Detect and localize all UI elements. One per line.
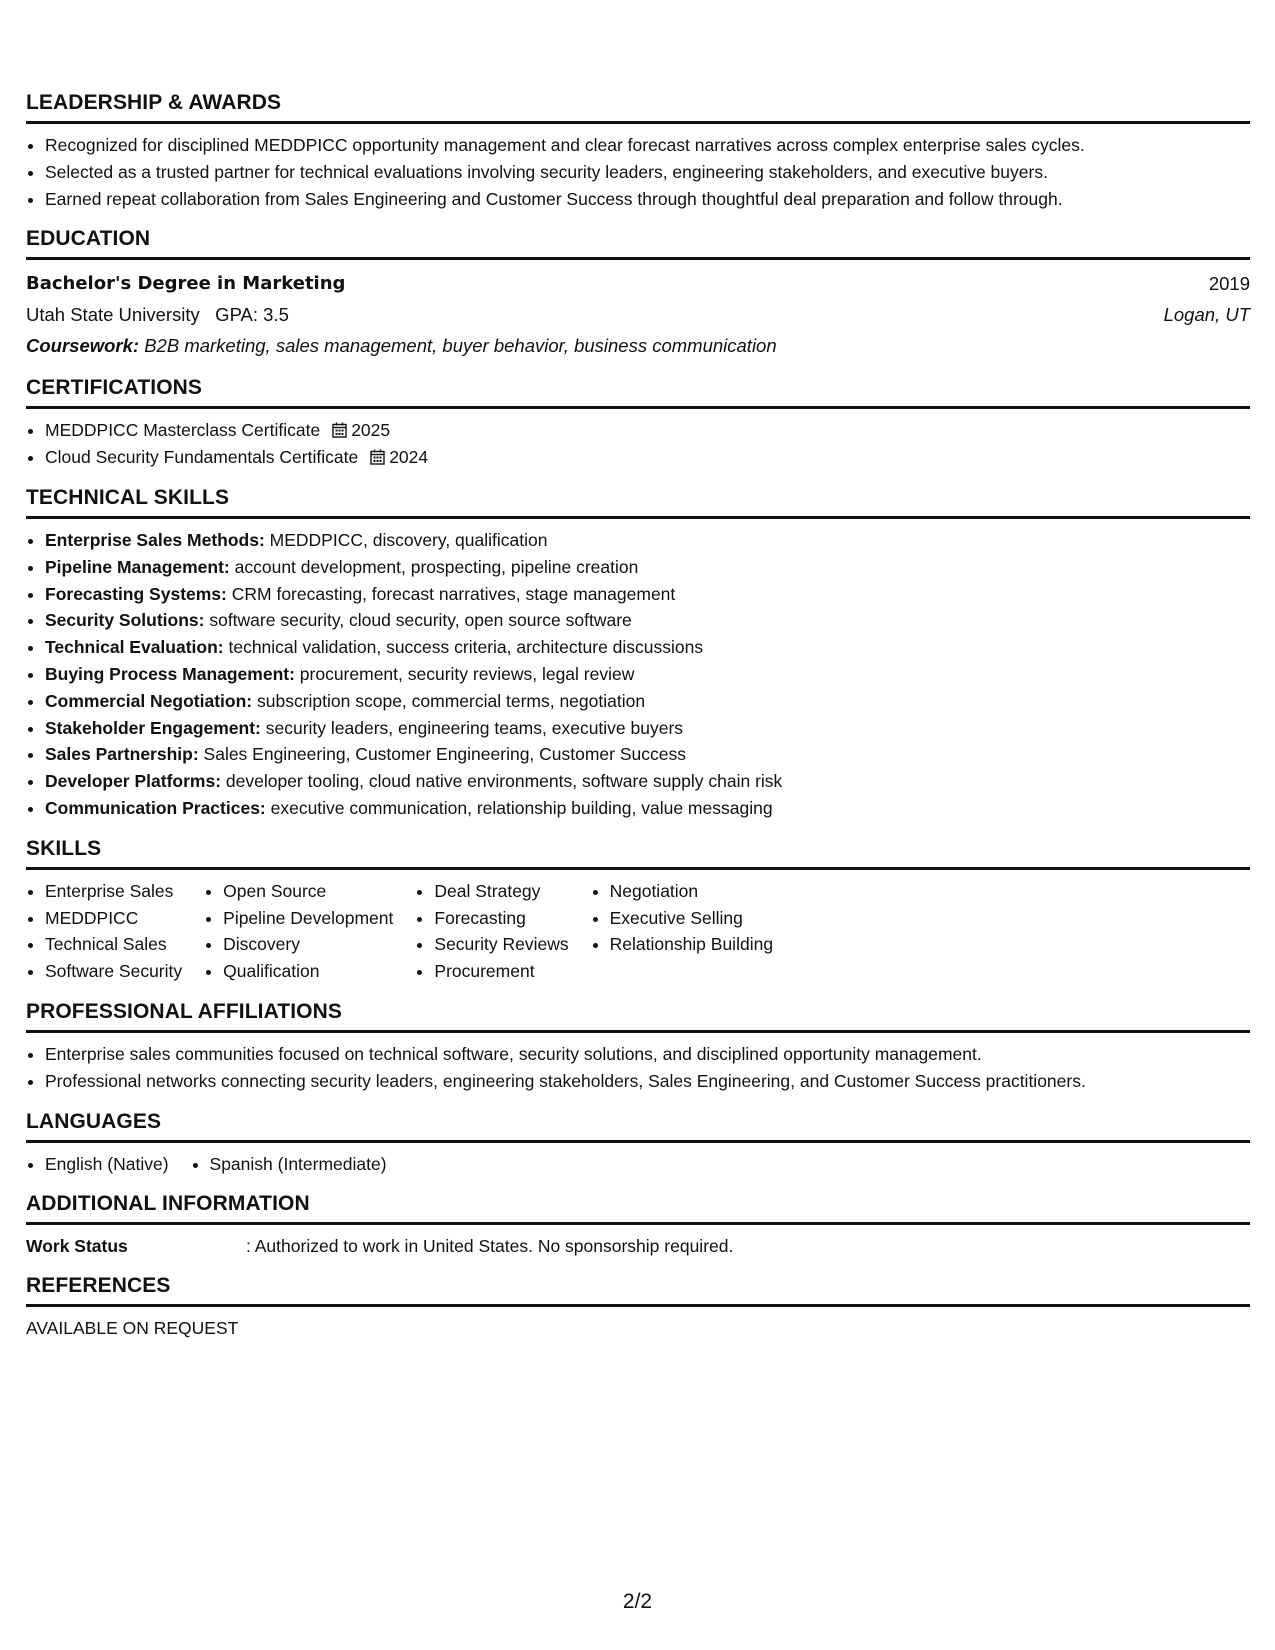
list-item: • Security Reviews — [434, 931, 568, 958]
list-item: • Discovery — [223, 931, 393, 958]
references-title: REFERENCES — [26, 1273, 1250, 1307]
references-text: AVAILABLE ON REQUEST — [26, 1318, 239, 1339]
leadership-section — [26, 90, 1250, 212]
list-item: • Technical Sales — [45, 931, 182, 958]
technical-skills-title: TECHNICAL SKILLS — [26, 485, 1250, 519]
list-item — [45, 417, 1250, 444]
skill-text: security leaders, engineering teams, executive buyers — [260, 717, 684, 738]
skill-label: Security Solutions: — [45, 610, 205, 631]
skill-text: CRM forecasting, forecast narratives, stage management — [226, 583, 676, 604]
skill-label: Stakeholder Engagement: — [45, 717, 261, 738]
skill-text: account development, prospecting, pipeline creation — [229, 556, 639, 577]
languages-list — [191, 1151, 387, 1178]
list-item — [45, 688, 1250, 715]
education-school: Utah State University GPA: 3.5 — [26, 304, 289, 326]
list-item: • Executive Selling — [610, 905, 773, 932]
languages-row — [26, 1151, 1250, 1178]
certifications-title: CERTIFICATIONS — [26, 375, 1250, 409]
list-item: • Enterprise Sales — [45, 878, 182, 905]
education-title: EDUCATION — [26, 226, 1250, 260]
skills-section — [26, 836, 1250, 985]
skill-label: Pipeline Management: — [45, 556, 230, 577]
list-item: • Negotiation — [610, 878, 773, 905]
calendar-icon — [370, 449, 385, 465]
skill-text: procurement, security reviews, legal review — [294, 663, 635, 684]
list-item: • Earned repeat collaboration from Sales Engineering and Customer Success through thoughtful deal preparation and follow through. — [45, 186, 1250, 213]
page-number: 2/2 — [622, 1590, 653, 1613]
skills-title: SKILLS — [26, 836, 1250, 870]
work-status-label: Work Status — [26, 1236, 128, 1257]
certification-year: 2025 — [351, 420, 391, 441]
certification-year: 2024 — [389, 447, 429, 468]
list-item — [45, 715, 1250, 742]
education-school-row — [26, 299, 1250, 330]
list-item — [45, 768, 1250, 795]
list-item: • Enterprise sales communities focused on technical software, security solutions, and disciplined opportunity management. — [45, 1041, 1250, 1068]
list-item: • Deal Strategy — [434, 878, 568, 905]
skills-grid — [26, 878, 1250, 985]
list-item — [45, 741, 1250, 768]
skills-column — [415, 878, 568, 985]
resume-page — [26, 90, 1250, 1355]
education-degree-row — [26, 268, 1250, 299]
skills-list — [26, 878, 182, 985]
list-item — [45, 527, 1250, 554]
skill-label: Commercial Negotiation: — [45, 690, 253, 711]
education-year: 2019 — [1208, 273, 1250, 295]
list-item — [45, 554, 1250, 581]
list-item: • Qualification — [223, 958, 393, 985]
skills-list — [591, 878, 773, 958]
coursework-label: Coursework: — [26, 335, 140, 357]
list-item: • Procurement — [434, 958, 568, 985]
skill-text: MEDDPICC, discovery, qualification — [264, 529, 548, 550]
list-item: • Spanish (Intermediate) — [210, 1151, 387, 1178]
list-item — [45, 581, 1250, 608]
list-item: • Selected as a trusted partner for technical evaluations involving security leaders, engineering stakeholders, and executive buyers. — [45, 159, 1250, 186]
skill-label: Technical Evaluation: — [45, 637, 224, 658]
list-item: • Forecasting — [434, 905, 568, 932]
list-item — [45, 607, 1250, 634]
education-section — [26, 226, 1250, 361]
skills-column — [26, 878, 182, 985]
skill-label: Enterprise Sales Methods: — [45, 529, 265, 550]
certification-name: MEDDPICC Masterclass Certificate — [45, 420, 321, 441]
skills-list — [204, 878, 393, 985]
list-item — [45, 795, 1250, 822]
skills-column — [204, 878, 393, 985]
skill-text: software security, cloud security, open source software — [204, 610, 632, 631]
skill-text: executive communication, relationship building, value messaging — [265, 797, 773, 818]
leadership-title: LEADERSHIP & AWARDS — [26, 90, 1250, 124]
list-item — [45, 661, 1250, 688]
list-item — [45, 634, 1250, 661]
skill-label: Communication Practices: — [45, 797, 266, 818]
leadership-list — [26, 132, 1250, 212]
technical-skills-list — [26, 527, 1250, 822]
affiliations-list — [26, 1041, 1250, 1095]
skill-text: technical validation, success criteria, architecture discussions — [223, 637, 704, 658]
skill-label: Buying Process Management: — [45, 663, 295, 684]
list-item — [45, 444, 1250, 471]
certifications-section — [26, 375, 1250, 471]
certification-date — [370, 447, 428, 467]
list-item: • Professional networks connecting security leaders, engineering stakeholders, Sales Engineering, and Customer Success practitioners. — [45, 1068, 1250, 1095]
additional-title: ADDITIONAL INFORMATION — [26, 1191, 1250, 1225]
references-section — [26, 1273, 1250, 1341]
list-item: • Open Source — [223, 878, 393, 905]
skill-label: Developer Platforms: — [45, 771, 222, 792]
skills-list — [415, 878, 568, 985]
list-item: • MEDDPICC — [45, 905, 182, 932]
education-degree: Bachelor's Degree in Marketing — [26, 273, 346, 295]
list-item: • English (Native) — [45, 1151, 169, 1178]
coursework-text: B2B marketing, sales management, buyer behavior, business communication — [139, 335, 777, 357]
skills-column — [591, 878, 773, 985]
certification-date — [332, 420, 390, 440]
skill-text: subscription scope, commercial terms, negotiation — [252, 690, 646, 711]
skill-label: Sales Partnership: — [45, 744, 199, 765]
affiliations-section — [26, 999, 1250, 1095]
list-item: • Relationship Building — [610, 931, 773, 958]
list-item: • Pipeline Development — [223, 905, 393, 932]
technical-skills-section — [26, 485, 1250, 822]
education-location: Logan, UT — [1163, 304, 1250, 326]
languages-section — [26, 1109, 1250, 1178]
skill-label: Forecasting Systems: — [45, 583, 227, 604]
languages-list — [26, 1151, 169, 1178]
affiliations-title: PROFESSIONAL AFFILIATIONS — [26, 999, 1250, 1033]
skill-text: Sales Engineering, Customer Engineering, Customer Success — [198, 744, 686, 765]
work-status-row — [26, 1233, 1250, 1259]
additional-section — [26, 1191, 1250, 1259]
languages-title: LANGUAGES — [26, 1109, 1250, 1143]
list-item: • Recognized for disciplined MEDDPICC opportunity management and clear forecast narratives across complex enterprise sales cycles. — [45, 132, 1250, 159]
work-status-value: : Authorized to work in United States. No sponsorship required. — [246, 1236, 734, 1257]
skill-text: developer tooling, cloud native environments, software supply chain risk — [221, 771, 783, 792]
certifications-list — [26, 417, 1250, 471]
education-coursework — [26, 330, 1250, 361]
calendar-icon — [332, 422, 347, 438]
list-item: • Software Security — [45, 958, 182, 985]
certification-name: Cloud Security Fundamentals Certificate — [45, 447, 359, 468]
